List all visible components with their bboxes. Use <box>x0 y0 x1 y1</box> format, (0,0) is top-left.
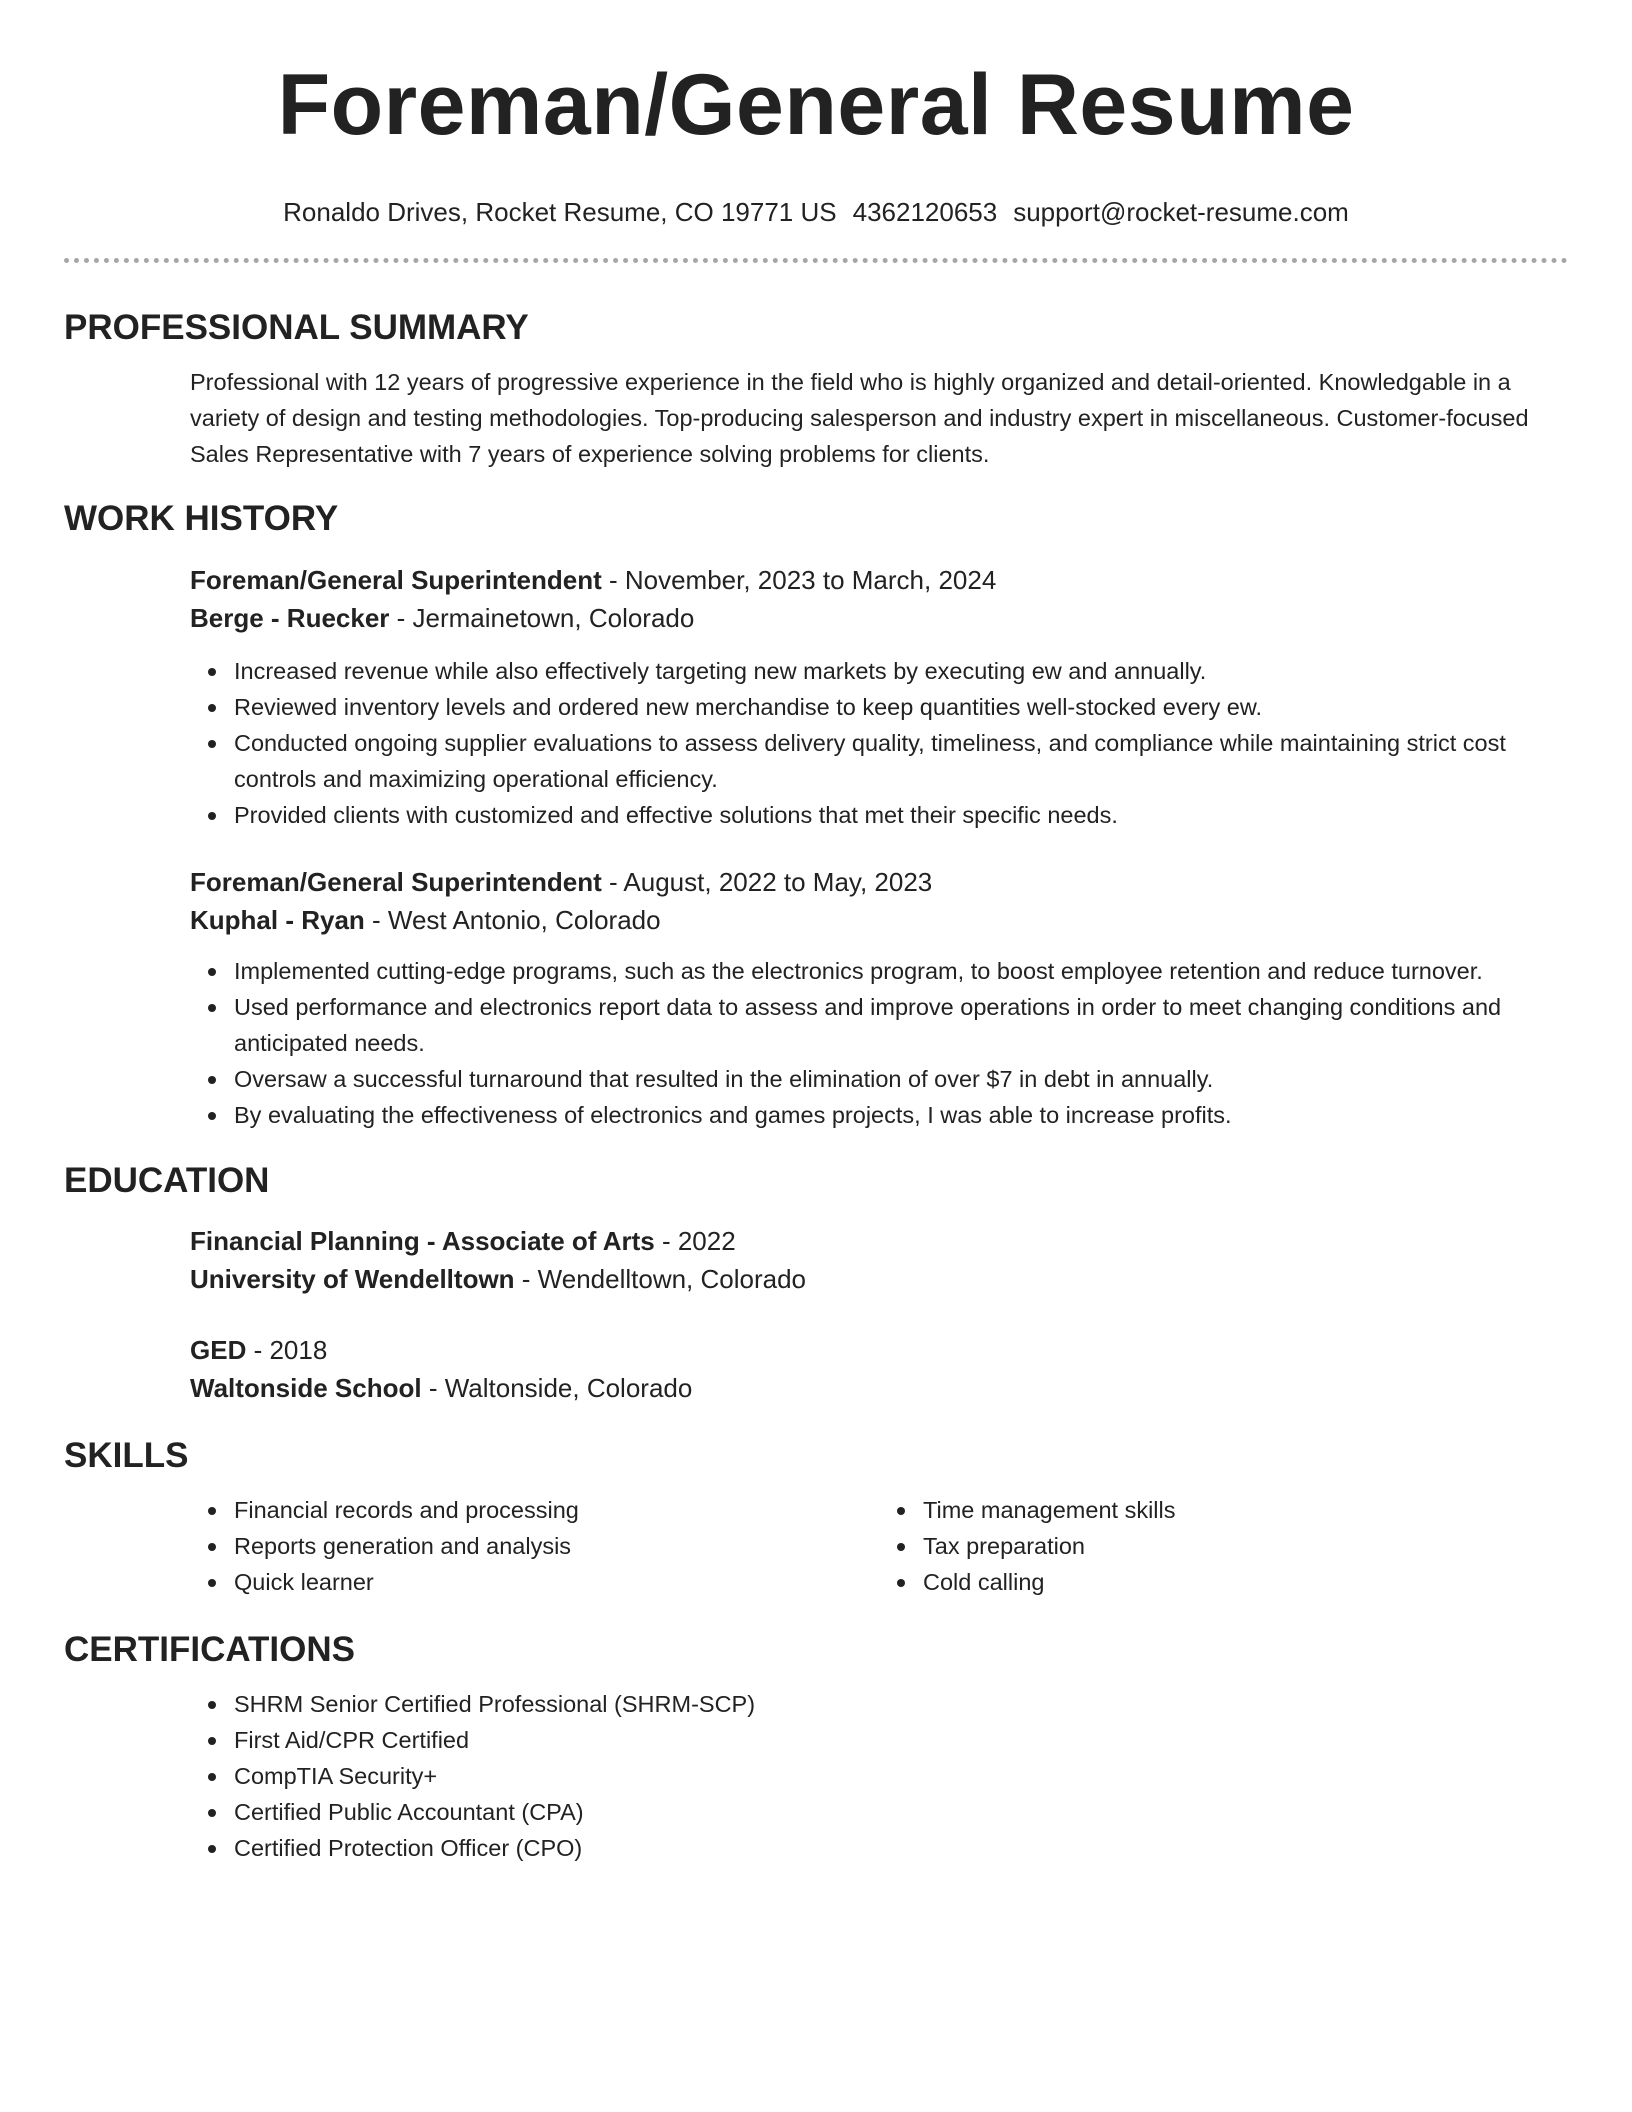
job-dates: - November, 2023 to March, 2024 <box>601 565 997 595</box>
address: Ronaldo Drives, Rocket Resume, CO 19771 US <box>283 197 837 227</box>
job-company: Kuphal - Ryan <box>190 905 365 935</box>
degree-year: - 2018 <box>246 1335 328 1365</box>
skill-item: Time management skills <box>923 1492 1568 1528</box>
contact-line <box>64 195 1568 229</box>
degree: GED <box>190 1335 247 1365</box>
resume-title: Foreman/General Resume <box>277 57 1355 153</box>
certification-item: First Aid/CPR Certified <box>234 1722 1568 1758</box>
certification-item: Certified Protection Officer (CPO) <box>234 1830 1568 1866</box>
certifications-list <box>190 1686 1568 1866</box>
certifications-section <box>64 1686 1568 1866</box>
job-bullet: Provided clients with customized and effective solutions that met their specific needs. <box>234 797 1568 833</box>
skill-item: Quick learner <box>234 1564 879 1600</box>
certification-item: Certified Public Accountant (CPA) <box>234 1794 1568 1830</box>
skill-item: Financial records and processing <box>234 1492 879 1528</box>
certifications-heading: CERTIFICATIONS <box>64 1630 356 1669</box>
work-history-heading: WORK HISTORY <box>64 499 339 538</box>
school-line <box>190 1260 1568 1298</box>
education-entry <box>190 1222 1568 1298</box>
job-bullet: Oversaw a successful turnaround that resulted in the elimination of over $7 in debt in annually. <box>234 1061 1568 1097</box>
job-entry <box>190 863 1568 1133</box>
education-heading: EDUCATION <box>64 1161 270 1200</box>
job-entry <box>190 561 1568 833</box>
school-location: - Waltonside, Colorado <box>421 1373 693 1403</box>
job-location: - Jermainetown, Colorado <box>389 603 695 633</box>
skills-list-right <box>879 1492 1568 1600</box>
summary-text: Professional with 12 years of progressive experience in the field who is highly organized and detail-oriented. Knowledgable in a variety of design and testing methodologies. Top-producing salesperson and industry expert in miscellaneous. Customer-focused Sales Representative with 7 years of experience solving problems for clients. <box>190 369 1529 467</box>
phone: 4362120653 <box>852 197 998 227</box>
job-bullet: Conducted ongoing supplier evaluations to assess delivery quality, timeliness, and compliance while maintaining strict cost controls and maximizing operational efficiency. <box>234 725 1568 797</box>
work-history-section <box>64 561 1568 1133</box>
job-company: Berge - Ruecker <box>190 603 390 633</box>
job-bullet: Implemented cutting-edge programs, such as the electronics program, to boost employee retention and reduce turnover. <box>234 953 1568 989</box>
email: support@rocket-resume.com <box>1013 197 1349 227</box>
job-bullets <box>190 653 1568 833</box>
job-bullet: Reviewed inventory levels and ordered new merchandise to keep quantities well-stocked every ew. <box>234 689 1568 725</box>
job-bullet: By evaluating the effectiveness of electronics and games projects, I was able to increase profits. <box>234 1097 1568 1133</box>
school-location: - Wendelltown, Colorado <box>514 1264 807 1294</box>
job-bullet: Used performance and electronics report data to assess and improve operations in order to meet changing conditions and anticipated needs. <box>234 989 1568 1061</box>
degree-line <box>190 1222 1568 1260</box>
header-divider <box>64 258 1568 263</box>
education-entry <box>190 1331 1568 1407</box>
skills-grid <box>190 1492 1568 1600</box>
skill-item: Reports generation and analysis <box>234 1528 879 1564</box>
job-dates: - August, 2022 to May, 2023 <box>601 867 933 897</box>
job-title-line <box>190 561 1568 599</box>
job-title: Foreman/General Superintendent <box>190 565 602 595</box>
skills-list-left <box>190 1492 879 1600</box>
skill-item: Cold calling <box>923 1564 1568 1600</box>
school: Waltonside School <box>190 1373 422 1403</box>
degree: Financial Planning - Associate of Arts <box>190 1226 655 1256</box>
job-title: Foreman/General Superintendent <box>190 867 602 897</box>
skills-section <box>64 1492 1568 1600</box>
job-bullet: Increased revenue while also effectively targeting new markets by executing ew and annually. <box>234 653 1568 689</box>
job-title-line <box>190 863 1568 901</box>
school-line <box>190 1369 1568 1407</box>
job-company-line <box>190 599 1568 637</box>
job-company-line <box>190 901 1568 939</box>
skill-item: Tax preparation <box>923 1528 1568 1564</box>
certification-item: CompTIA Security+ <box>234 1758 1568 1794</box>
certification-item: SHRM Senior Certified Professional (SHRM-SCP) <box>234 1686 1568 1722</box>
job-bullets <box>190 953 1568 1133</box>
education-section <box>64 1222 1568 1407</box>
summary-section <box>64 364 1568 472</box>
school: University of Wendelltown <box>190 1264 515 1294</box>
summary-heading: PROFESSIONAL SUMMARY <box>64 308 529 347</box>
skills-heading: SKILLS <box>64 1436 189 1475</box>
job-location: - West Antonio, Colorado <box>364 905 661 935</box>
degree-line <box>190 1331 1568 1369</box>
degree-year: - 2022 <box>654 1226 736 1256</box>
